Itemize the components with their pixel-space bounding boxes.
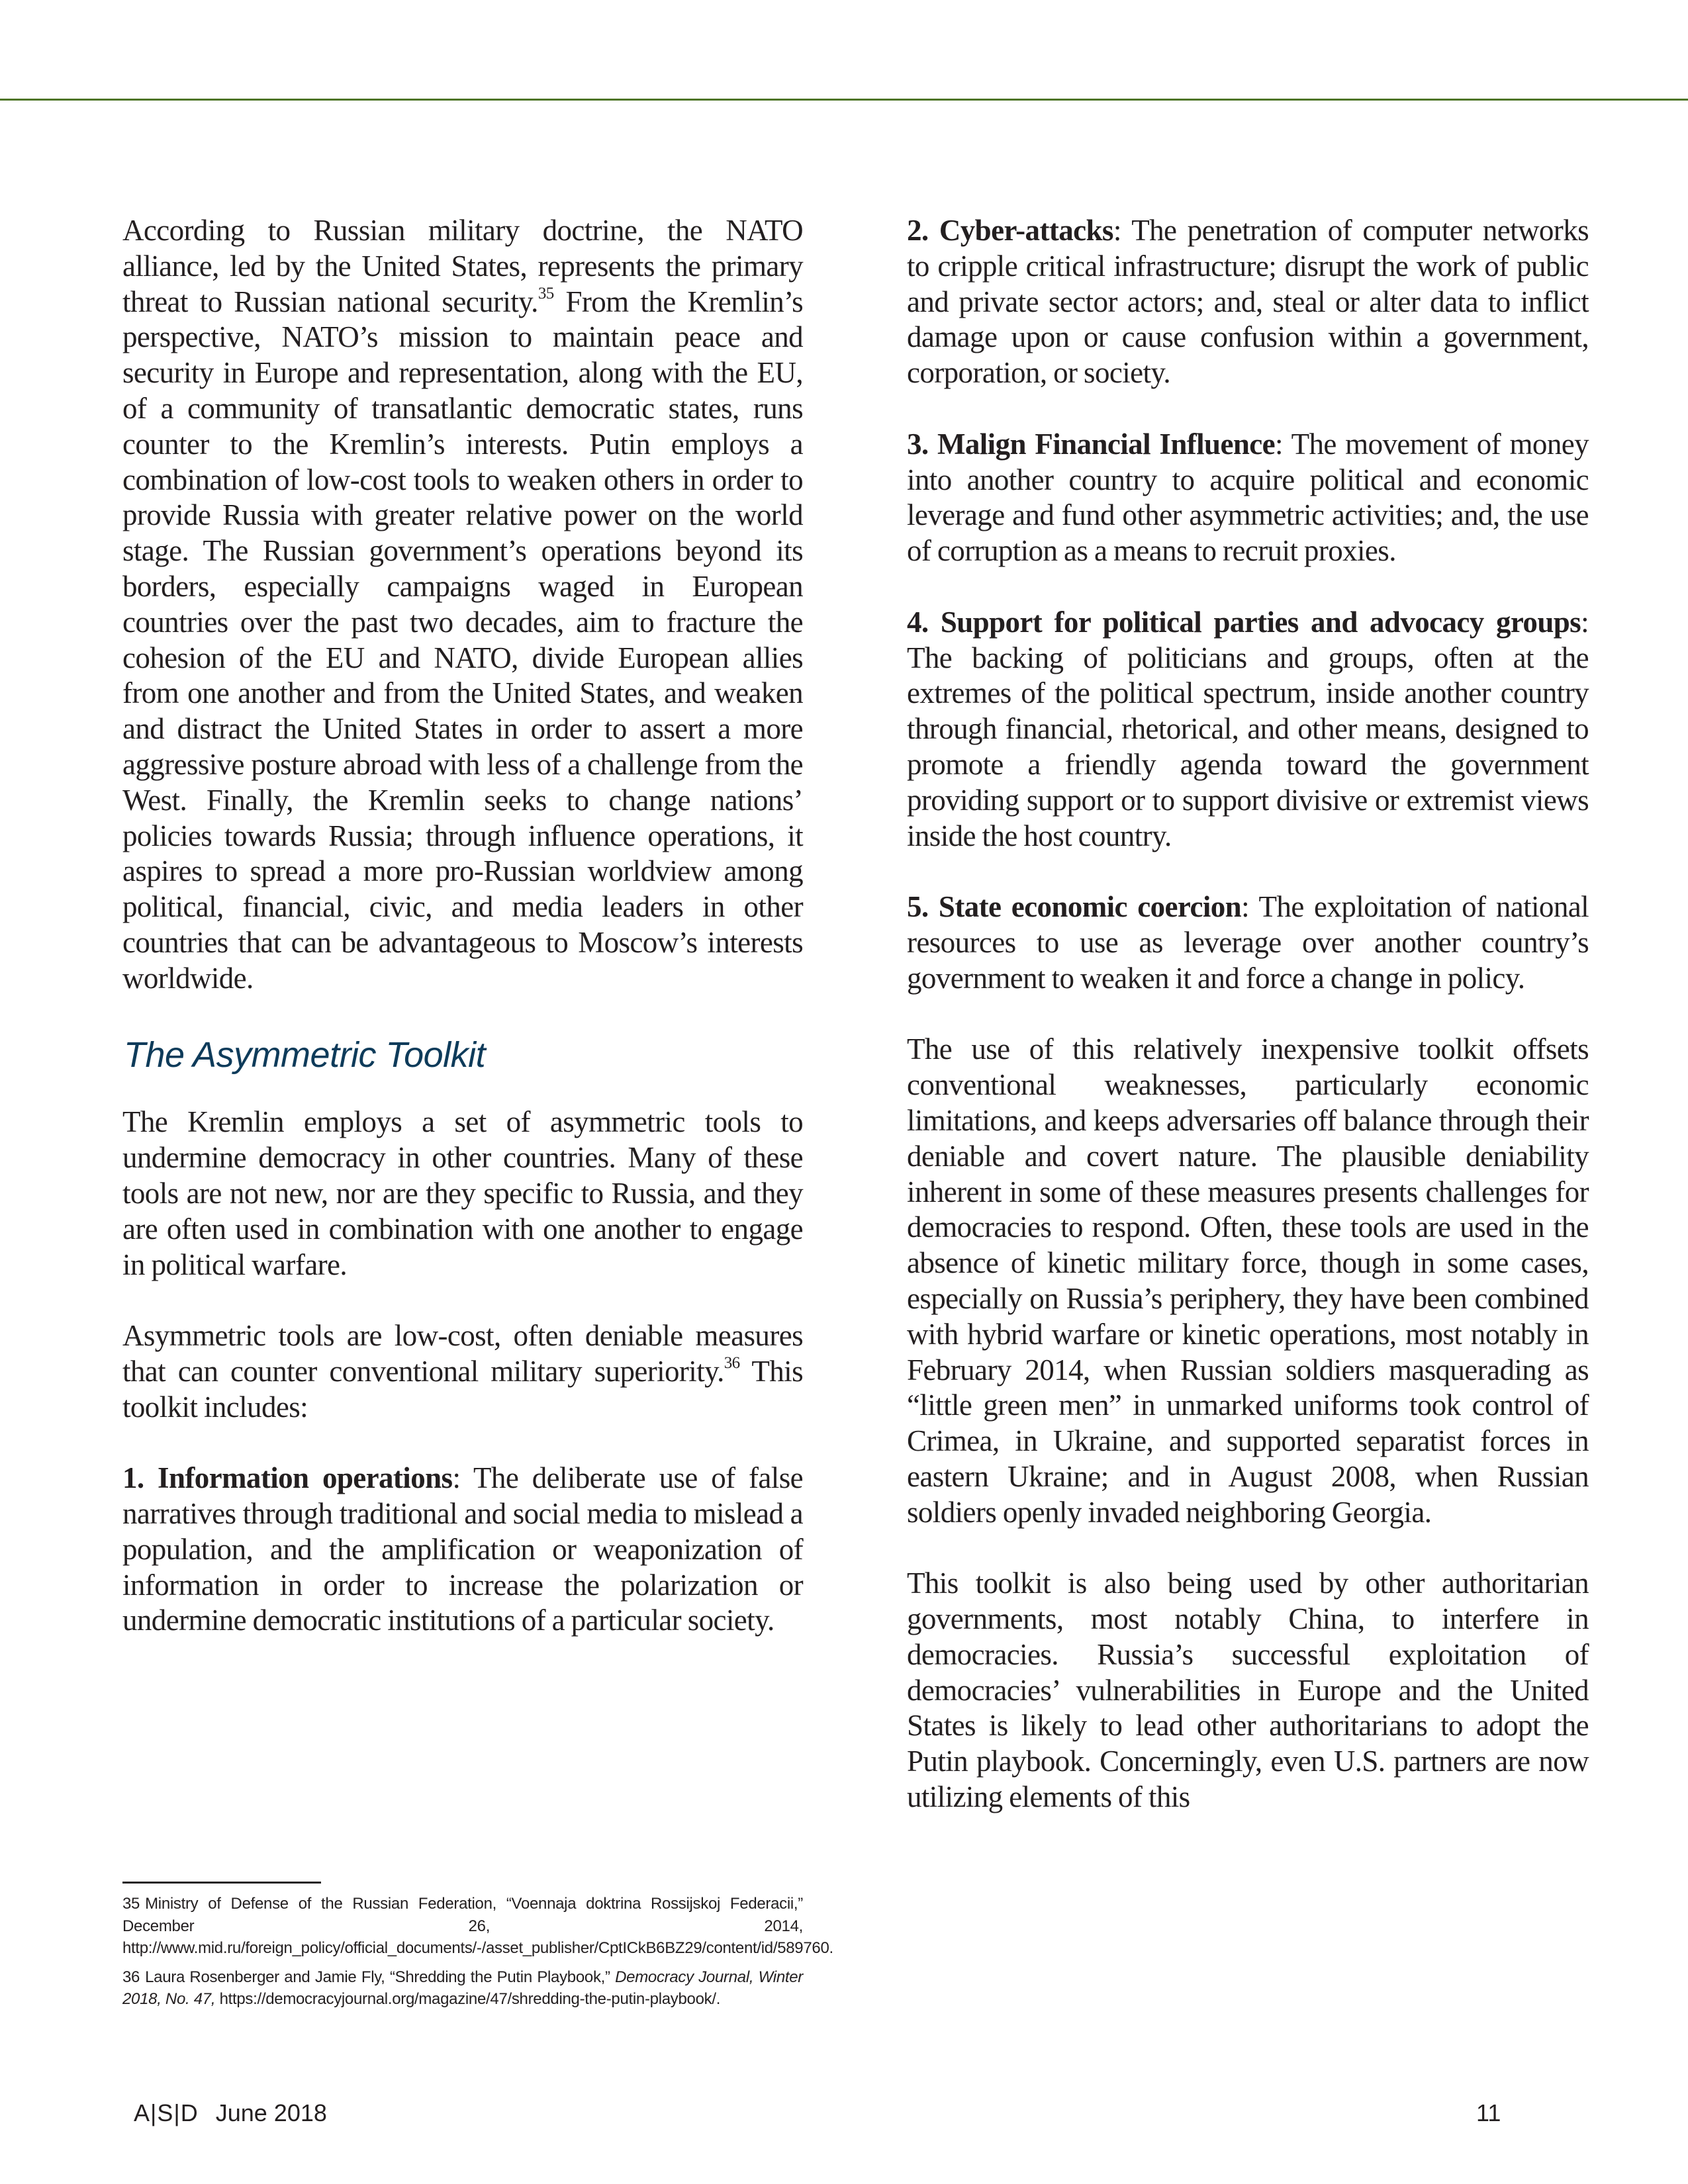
toolkit-use-paragraph: The use of this relatively inexpensive toolkit offsets conventional weaknesses, particularly economic limitations, and keeps adversaries off balance through their deniable and covert nature. The plausible deniability inherent in some of these measures presents challenges for democracies to respond. Often, these tools are used in the absence of kinetic military force, though in some cases, especially on Russia’s periphery, they have been combined with hybrid warfare or kinetic operations, most notably in February 2014, when Russian soldiers masquerading as “little green men” in unmarked uniforms took control of Crimea, in Ukraine, and supported separatist forces in eastern Ukraine; and in August 2008, when Russian soldiers openly invaded neighboring Georgia.: [907, 1032, 1589, 1529]
right-column: [907, 213, 1589, 1851]
intro-text-cont: From the Kremlin’s perspective, NATO’s mission to maintain peace and security in Europe and representation, along with the EU, of a community of transatlantic democratic states, runs counter to the Kremlin’s interests. Putin employs a combination of low-cost tools to weaken others in order to provide Russia with greater relative power on the world stage. The Russian government’s operations beyond its borders, especially campaigns waged in European countries over the past two decades, aim to fracture the cohesion of the EU and NATO, divide European allies from one another and from the United States, and weaken and distract the United States in order to assert a more aggressive posture abroad with less of a challenge from the West. Finally, the Kremlin seeks to change nations’ policies towards Russia; through influence operations, it aspires to spread a more pro-Russian worldview among political, financial, civic, and media leaders in other countries that can be advantageous to Moscow’s interests worldwide.: [122, 285, 803, 995]
footnote-number: 36: [122, 1968, 140, 1986]
section-heading: The Asymmetric Toolkit: [124, 1035, 486, 1075]
intro-text: According to Russian military doctrine, the NATO alliance, led by the United States, represents the primary threat to Russian national security.: [122, 214, 803, 318]
asymmetric-tools-text: Asymmetric tools are low-cost, often deniable measures that can counter conventional military superiority.: [122, 1319, 803, 1388]
footnote-35: [122, 1893, 833, 1960]
footnote-36: [122, 1966, 803, 2011]
footer-brand: A|S|D: [134, 2099, 199, 2126]
asymmetric-tools-paragraph: [122, 1318, 803, 1425]
footnote-number: 35: [122, 1895, 140, 1913]
footnote-ref-36[interactable]: 36: [724, 1353, 740, 1372]
toolkit-item-1-text: : The deliberate use of false narratives through traditional and social media to mislead a population, and the amplification or weaponization of information in order to increase the polarization or undermine democratic institutions of a particular society.: [122, 1461, 803, 1637]
footnote-text: Laura Rosenberger and Jamie Fly, “Shredding the Putin Playbook,”: [145, 1968, 616, 1986]
toolkit-item-5-title: 5. State economic coercion: [907, 890, 1242, 924]
toolkit-item-3-text: : The movement of money into another country to acquire political and economic leverage and fund other asymmetric activities; and, the use of corruption as a means to recruit proxies.: [907, 427, 1589, 568]
footnote-divider: [122, 1882, 321, 1884]
authoritarian-paragraph: This toolkit is also being used by other authoritarian governments, most notably China, to interfere in democracies. Russia’s successful exploitation of democracies’ vulnerabilities in Europe and the United States is likely to lead other authoritarians to adopt the Putin playbook. Concerningly, even U.S. partners are now utilizing elements of this: [907, 1567, 1589, 1814]
toolkit-item-1-title: 1. Information operations: [122, 1461, 453, 1495]
toolkit-item-2: [907, 213, 1589, 391]
intro-paragraph: [122, 213, 803, 997]
toolkit-item-2-title: 2. Cyber-attacks: [907, 214, 1113, 247]
asymmetric-tools-text-cont: This toolkit includes:: [122, 1354, 803, 1424]
toolkit-item-1: [122, 1461, 803, 1639]
toolkit-item-2-text: : The penetration of computer networks to cripple critical infrastructure; disrupt the work of public and private sector actors; and, steal or alter data to inflict damage upon or cause confusion within a government, corporation, or society.: [907, 214, 1589, 390]
page-number: 11: [1476, 2099, 1501, 2126]
footer-left: [134, 2099, 327, 2127]
header-rule: [0, 99, 1688, 101]
toolkit-item-4-title: 4. Support for political parties and advocacy groups: [907, 605, 1581, 639]
footnotes: [122, 1882, 833, 2017]
footnote-text[interactable]: Ministry of Defense of the Russian Federation, “Voennaja doktrina Rossijskoj Federacii,” December 26, 2014, http://www.mid.ru/foreign_policy/official_documents/-/asset_publisher/CptICkB6BZ29/content/id/589760.: [122, 1895, 833, 1957]
toolkit-item-3: [907, 427, 1589, 569]
toolkit-item-5: [907, 889, 1589, 996]
toolkit-item-3-title: 3. Malign Financial Influence: [907, 427, 1276, 461]
toolkit-intro-paragraph: The Kremlin employs a set of asymmetric tools to undermine democracy in other countries. Many of these tools are not new, nor are they specific to Russia, and they are often used in combination with one another to engage in political warfare.: [122, 1105, 803, 1281]
footnote-url[interactable]: https://democracyjournal.org/magazine/47/shredding-the-putin-playbook/.: [215, 1990, 721, 2008]
footnote-journal: Democracy Journal, Winter 2018, No. 47,: [122, 1968, 803, 2008]
toolkit-item-4-text: : The backing of politicians and groups, often at the extremes of the political spectrum, inside another country through financial, rhetorical, and other means, designed to promote a friendly agenda toward the government providing support or to support divisive or extremist views inside the host country.: [907, 605, 1589, 852]
toolkit-item-4: [907, 605, 1589, 854]
toolkit-item-5-text: : The exploitation of national resources to use as leverage over another country’s government to weaken it and force a change in policy.: [907, 890, 1589, 995]
footer-date: June 2018: [215, 2099, 327, 2126]
left-column: [122, 213, 803, 1674]
footnote-ref-35[interactable]: 35: [538, 284, 554, 302]
